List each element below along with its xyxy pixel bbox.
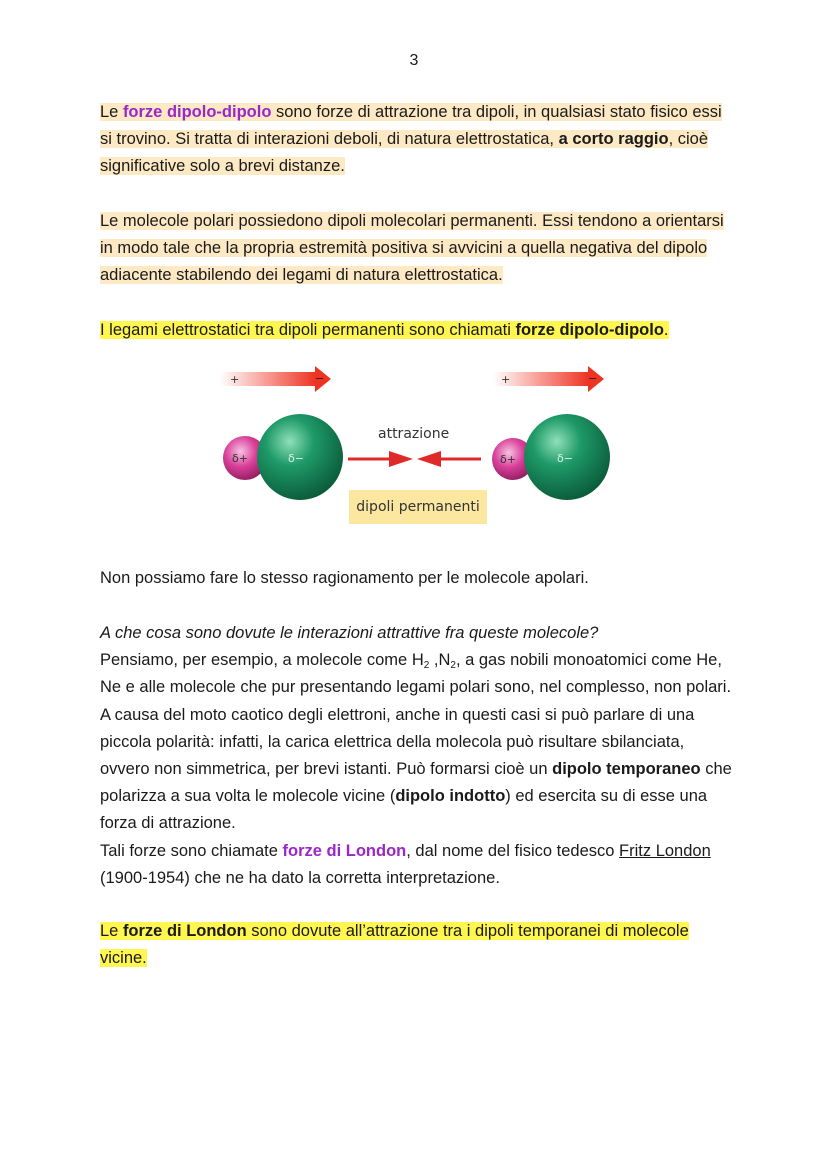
paragraph-dipole-definition <box>100 99 736 181</box>
text-run: ) ed esercita su di esse una forza di attrazione. <box>100 787 708 833</box>
highlight-yellow <box>100 922 689 967</box>
page-number: 3 <box>409 52 419 69</box>
bold-dipolo-temporaneo: dipolo temporaneo <box>552 760 701 779</box>
text-run: Le <box>100 103 123 121</box>
text-run: Pensiamo, per esempio, a molecole come H <box>100 651 424 670</box>
permanent-dipoles-label: dipoli permanenti <box>349 490 487 524</box>
delta-minus-right: δ− <box>557 452 573 465</box>
text-run: sono forze di attrazione tra dipoli, in qualsiasi stato fisico essi si trovino. Si tratta di interazioni deboli, di natura elettrostatica, <box>100 103 722 149</box>
highlight-peach: Le molecole polari possiedono dipoli molecolari permanenti. Essi tendono a orientarsi in modo tale che la propria estremità positiva si avvicini a quella negativa del dipolo adiacente stabilendo dei legami di natura elettrostatica. <box>100 212 724 285</box>
plus-sign-right: + <box>501 373 511 386</box>
paragraph-apolar: Non possiamo fare lo stesso ragionamento per le molecole apolari. <box>100 569 589 587</box>
bold-a-corto-raggio: a corto raggio <box>558 130 669 149</box>
paragraph-london-summary <box>100 918 736 972</box>
attraction-arrows <box>348 451 481 467</box>
text-run: Le <box>100 922 123 940</box>
keyword-forze-dipolo-dipolo: forze dipolo-dipolo <box>122 103 272 121</box>
subscript: 2 <box>423 660 430 672</box>
text-run: (1900-1954) che ne ha dato la corretta interpretazione. <box>100 868 500 887</box>
text-run: , cioè significative solo a brevi distanze. <box>100 130 709 176</box>
attraction-label: attrazione <box>378 426 450 442</box>
bold-forze-dipolo-dipolo: forze dipolo-dipolo <box>515 321 664 339</box>
text-run: . <box>663 321 669 339</box>
highlight-peach <box>100 103 722 175</box>
bold-dipolo-indotto: dipolo indotto <box>395 787 506 806</box>
italic-question: A che cosa sono dovute le interazioni attrattive fra queste molecole? <box>100 624 599 642</box>
minus-sign-left: − <box>315 372 325 385</box>
dipole-figure <box>215 360 615 530</box>
paragraph-polar-molecules <box>100 208 736 290</box>
subscript: 2 <box>450 660 456 672</box>
delta-plus-right: δ+ <box>500 453 516 466</box>
underlined-fritz-london: Fritz London <box>619 841 711 860</box>
delta-plus-left: δ+ <box>232 452 248 465</box>
paragraph-dipole-summary <box>100 317 736 344</box>
plus-sign-left: + <box>230 373 240 386</box>
text-run: , a gas nobili monoatomici come He, Ne e alle molecole che pur presentando legami polari sono, nel complesso, non polari. A causa del moto caotico degli elettroni, anche in questi casi si può parlare di una piccola polarità: infatti, la carica elettrica della molecola può risultare sbilanciata, ovvero non simmetrica, per brevi istanti. Può formarsi cioè un <box>100 651 732 779</box>
text-run: , dal nome del fisico tedesco <box>406 841 620 860</box>
paragraph-london-explanation <box>100 620 736 892</box>
delta-minus-left: δ− <box>288 452 304 465</box>
text-run: Tali forze sono chiamate <box>100 841 283 860</box>
bold-forze-di-london: forze di London <box>122 922 247 940</box>
text-run: che polarizza a sua volta le molecole vicine ( <box>100 760 732 806</box>
text-run: I legami elettrostatici tra dipoli permanenti sono chiamati <box>100 321 516 339</box>
minus-sign-right: − <box>588 372 598 385</box>
text-run: sono dovute all’attrazione tra i dipoli temporanei di molecole vicine. <box>100 922 689 968</box>
highlight-yellow <box>100 321 669 339</box>
text-run: ,N <box>429 651 451 670</box>
keyword-forze-di-london: forze di London <box>282 841 407 860</box>
